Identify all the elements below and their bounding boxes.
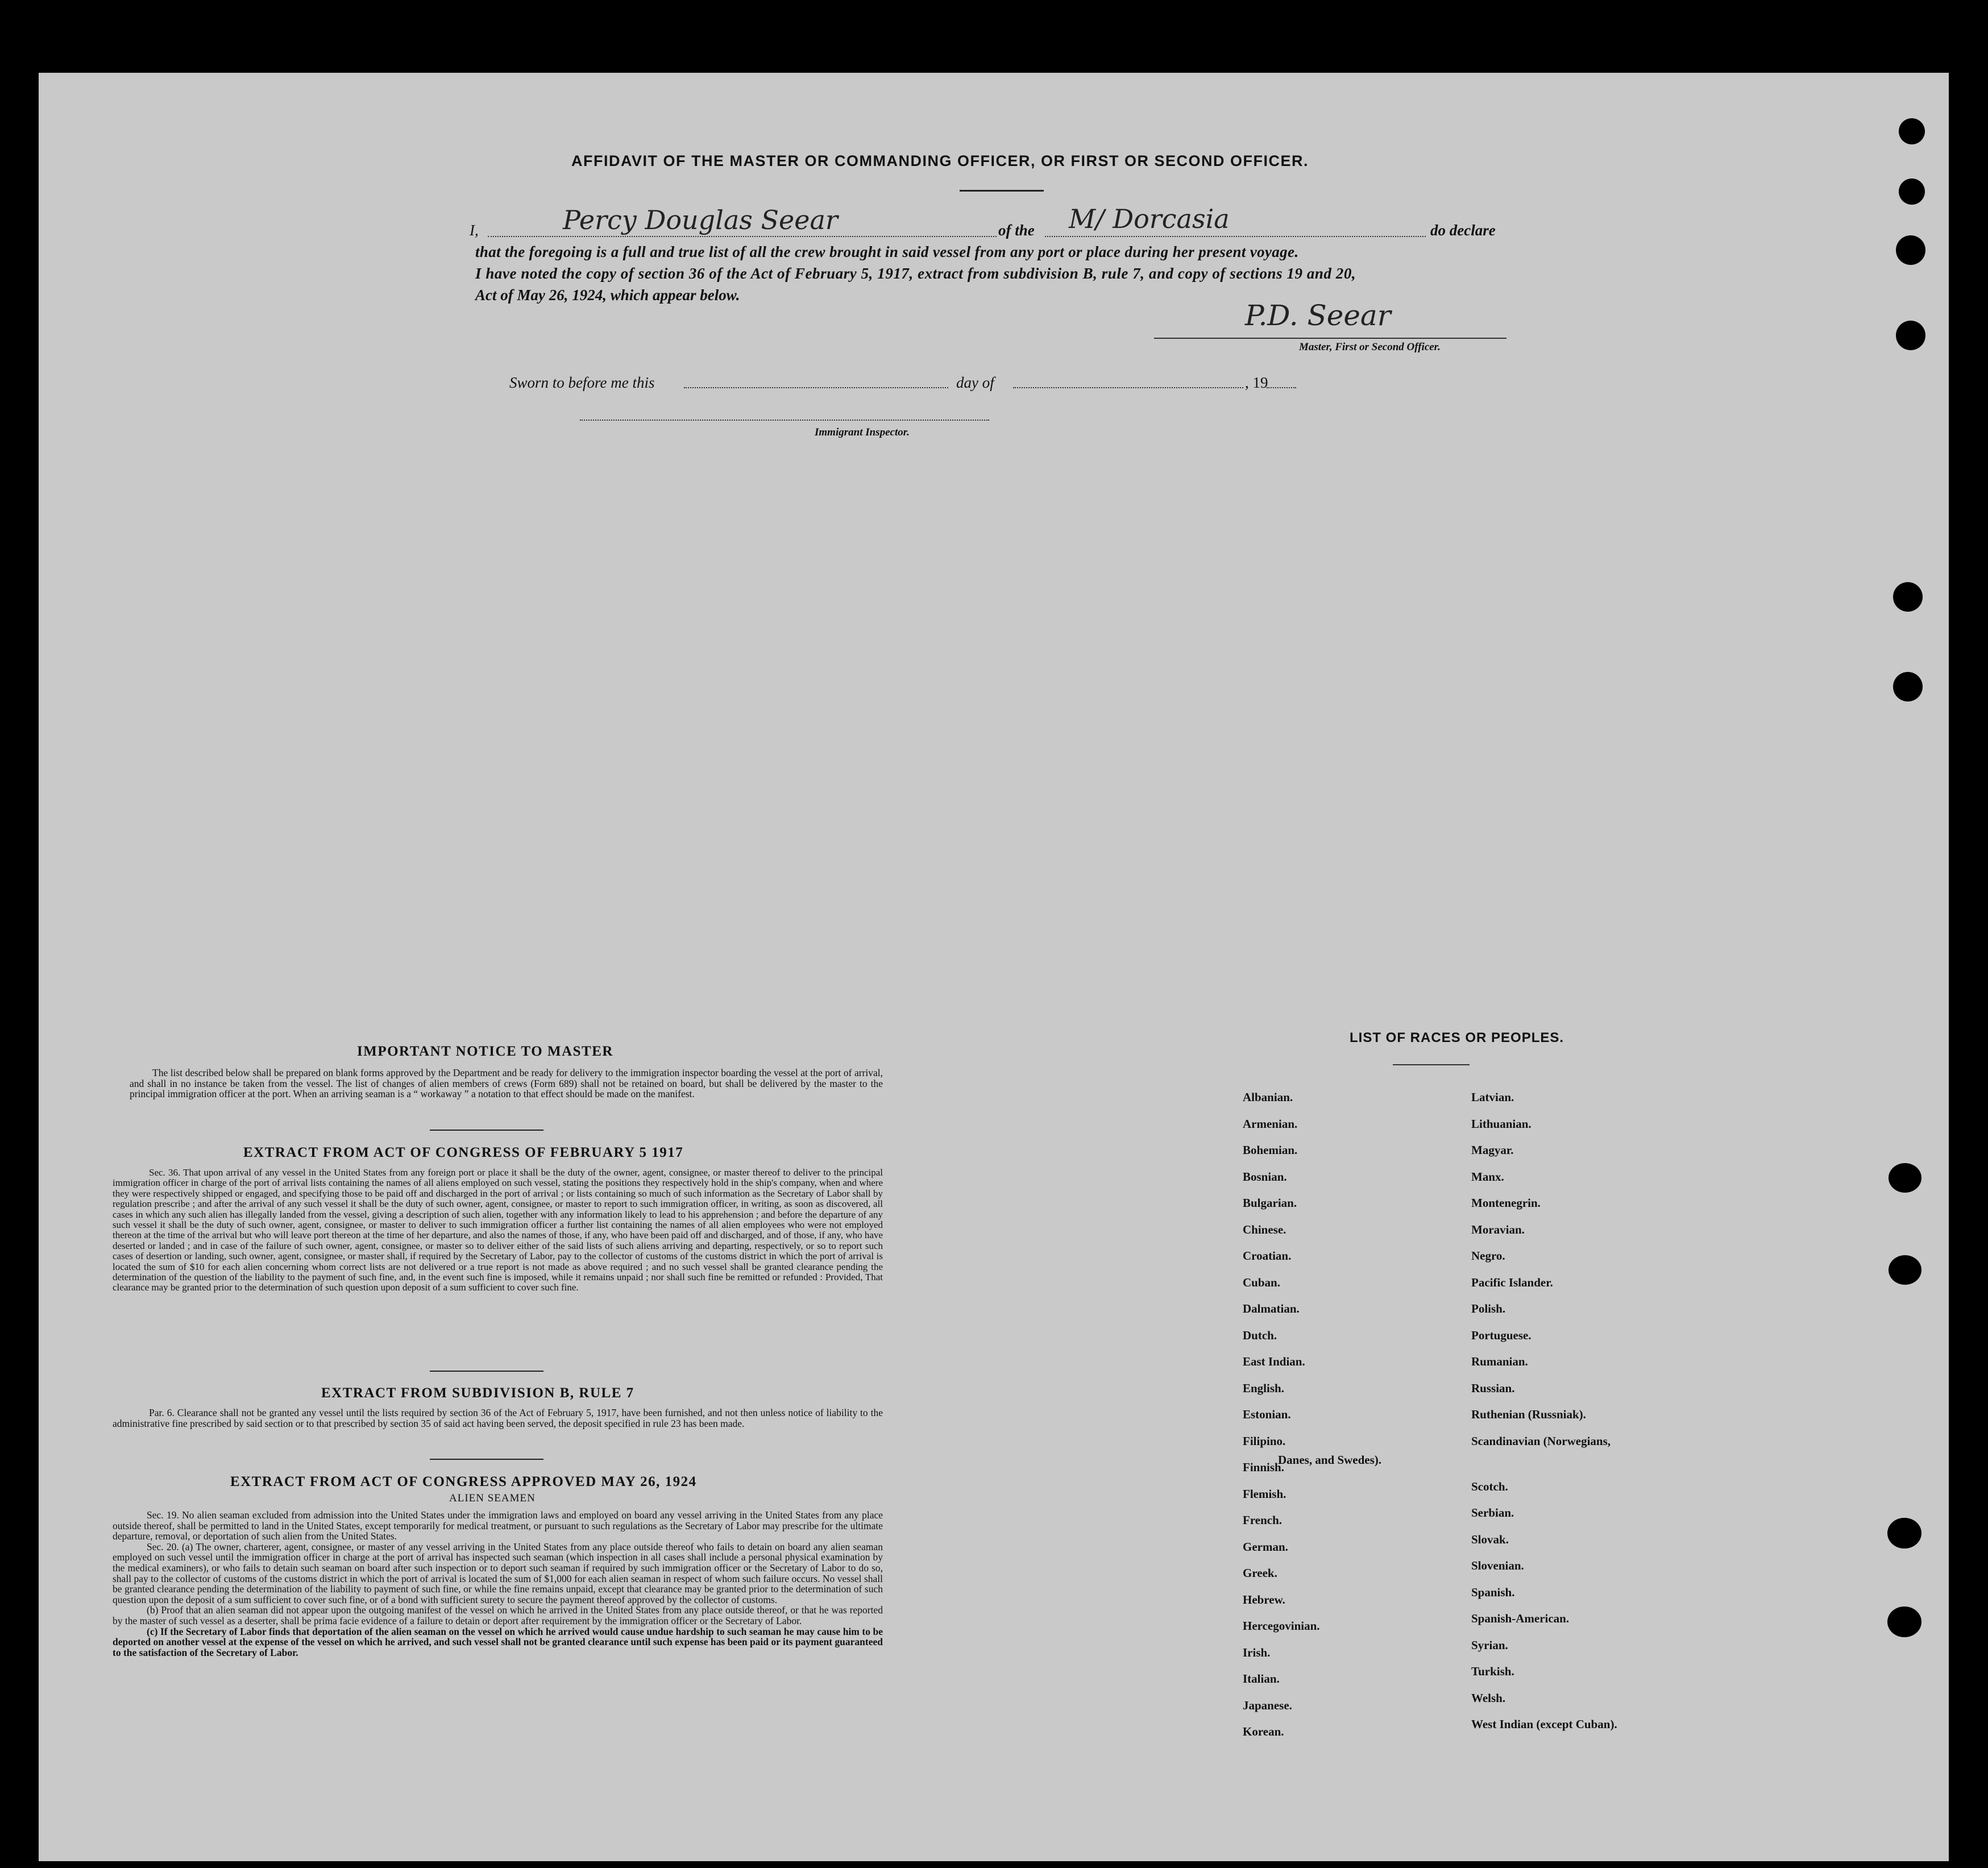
rule-7-body [113,1408,883,1429]
race-item: French. [1243,1513,1283,1527]
notice-title: IMPORTANT NOTICE TO MASTER [357,1044,613,1059]
race-item: Ruthenian (Russniak). [1471,1408,1586,1421]
race-item: Hercegovinian. [1243,1619,1320,1633]
par-6-text: Par. 6. Clearance shall not be granted any vessel until the lists required by section 36 of the Act of February 5, 1917, have been furnished, and not then unless notice of liability to the administrative fine prescribed by said section or to that prescribed by section 35 of said act having been served, the deposit specified in rule 23 has been made. [113,1407,883,1429]
race-item: Cuban. [1243,1275,1280,1289]
race-item: Turkish. [1471,1664,1514,1678]
race-item: Danes, and Swedes). [1278,1452,1382,1467]
race-item: English. [1243,1381,1284,1395]
race-item: Finnish. [1243,1460,1284,1474]
race-item: Albanian. [1243,1090,1293,1104]
race-item: Italian. [1243,1672,1280,1686]
punch-hole [1887,1518,1921,1549]
affidavit-line-4: Act of May 26, 1924, which appear below. [475,287,740,304]
races-title: LIST OF RACES OR PEOPLES. [1350,1030,1564,1045]
race-item: Greek. [1243,1566,1277,1580]
races-divider [1393,1064,1470,1065]
race-item: Filipino. [1243,1434,1286,1448]
race-item: Irish. [1243,1645,1271,1659]
race-item: Syrian. [1471,1638,1508,1652]
divider [430,1459,543,1460]
punch-hole [1899,118,1925,144]
sec-20a-text: Sec. 20. (a) The owner, charterer, agent, consignee, or master of any vessel arriving in the United States from any place outside thereof who fails to detain on board any alien seaman employed on such vessel until the immigration officer in charge at the port of arrival has inspected such seaman (which inspection in all cases shall include a personal physical examination by the medical examiners), or who fails to detain such seaman on board after such inspection or to deport such seaman if required by such immigration officer or the Secretary of Labor to do so, shall pay to the collector of customs of the customs district in which the port of arrival is located the sum of $1,000 for each alien seaman in respect of whom such failure occurs. No vessel shall be granted clearance pending the determination of the liability to payment of such fine, or while the fine remains unpaid, except that clearance may be granted prior to the determination of such question upon the deposit of a sum sufficient to cover such fine, or of a bond with sufficient surety to secure the payment thereof approved by the collector of customs. [113,1541,883,1605]
punch-hole [1893,582,1923,612]
punch-hole [1887,1607,1921,1637]
race-item: Scandinavian (Norwegians, [1471,1434,1611,1448]
race-item: Rumanian. [1471,1355,1528,1368]
vessel-name: M/ Dorcasia [1069,204,1230,234]
race-item: Slovak. [1471,1532,1509,1546]
race-item: Negro. [1471,1249,1505,1263]
title-divider [960,190,1044,192]
divider [430,1130,543,1131]
race-item: Bohemian. [1243,1143,1298,1157]
race-item: Polish. [1471,1302,1506,1315]
vessel-name-line [1045,236,1426,237]
punch-hole [1899,179,1925,205]
sec-20c-text: (c) If the Secretary of Labor finds that deportation of the alien seaman on the vessel on which he arrived would cause undue hardship to such seaman he may cause him to be deported on another vessel at the expense of the vessel on which he arrived, and such vessel shall not be granted clearance until such expense has been paid or its payment guaranteed to the satisfaction of the Secretary of Labor. [113,1625,883,1658]
month-line [1013,387,1243,388]
year-prefix: 19 [1252,374,1268,391]
punch-hole [1889,1255,1921,1285]
race-item: East Indian. [1243,1355,1305,1368]
divider [430,1371,543,1372]
race-item: German. [1243,1539,1288,1554]
i-label: I, [470,222,479,239]
race-item: Japanese. [1243,1698,1292,1712]
notice-text: The list described below shall be prepared on blank forms approved by the Department and be ready for delivery to the immigration inspector boarding the vessel at the port of arrival, and shall in no instance be taken from the vessel. The list of changes of alien members of crews (Form 689) shall not be retained on board, but shall be delivered by the master to the principal immigration officer at the port. When an arriving seaman is a “ workaway ” a notation to that effect should be made on the manifest. [130,1067,883,1100]
race-item: Hebrew. [1243,1592,1285,1607]
punch-hole [1896,235,1925,265]
affidavit-title: AFFIDAVIT OF THE MASTER OR COMMANDING OFFICER, OR FIRST OR SECOND OFFICER. [571,152,1309,169]
race-item: Manx. [1471,1169,1504,1184]
race-item: Lithuanian. [1471,1116,1532,1131]
year-label: , 19 [1245,374,1268,391]
race-item: Montenegrin. [1471,1196,1541,1210]
race-item: Spanish-American. [1471,1612,1570,1625]
race-item: Armenian. [1243,1116,1298,1131]
race-item: Dalmatian. [1243,1302,1300,1315]
extract-1924-body [113,1510,883,1658]
of-the-label: of the [998,222,1035,239]
race-item: Chinese. [1243,1222,1286,1236]
race-item: Portuguese. [1471,1328,1532,1342]
do-declare-label: do declare [1430,222,1496,239]
rule-7-title: EXTRACT FROM SUBDIVISION B, RULE 7 [321,1385,634,1401]
race-item: Pacific Islander. [1471,1275,1553,1289]
race-item: Estonian. [1243,1408,1291,1421]
race-item: Slovenian. [1471,1559,1524,1572]
race-item: Bulgarian. [1243,1196,1297,1210]
affidavit-line-3: I have noted the copy of section 36 of the Act of February 5, 1917, extract from subdivision B, rule 7, and copy of sections 19 and 20, [475,265,1356,282]
race-item: Korean. [1243,1725,1284,1738]
declarant-name: Percy Douglas Seear [563,205,838,235]
punch-hole [1889,1163,1921,1193]
race-item: Welsh. [1471,1691,1506,1705]
sworn-date-line [684,387,948,388]
signature-line [1154,338,1506,339]
master-signature: P.D. Seear [1245,299,1391,332]
race-item: Spanish. [1471,1585,1515,1599]
race-item: Moravian. [1471,1222,1525,1236]
extract-1917-title: EXTRACT FROM ACT OF CONGRESS OF FEBRUARY 5 1917 [243,1145,684,1160]
sec-36-text: Sec. 36. That upon arrival of any vessel in the United States from any foreign port or place it shall be the duty of the owner, agent, consignee, or master thereof to deliver to the principal immigration officer in charge of the port of arrival lists containing the names of all aliens employed on such vessel, stating the positions they respectively hold in the ship's company, when and where they were respectively shipped or engaged, and specifying those to be paid off and discharged in the port of arrival ; or lists containing so much of such information as the Secretary of Labor shall by regulation prescribe ; and after the arrival of any such vessel it shall be the duty of such owner, agent, consignee, or master to report to such immigration officer, in writing, as soon as discovered, all cases in which any such alien has illegally landed from the vessel, giving a description of such alien, together with any information likely to lead to his apprehension ; and before the departure of any such vessel it shall be the duty of such owner, agent, consignee, or master to deliver to such immigration officer a further list containing the names of all alien employees who were not employed thereon at the time of the arrival but who will leave port thereon at the time of her departure, and also the names of those, if any, who have been paid off and discharged, and of those, if any, who have deserted or landed ; and in case of the failure of such owner, agent, consignee, or master so to deliver either of the said lists of such aliens arriving and departing, respectively, or so to report such cases of desertion or landing, such owner, agent, consignee, or master shall, if required by the Secretary of Labor, pay to the collector of customs of the customs district in which the port of arrival is located the sum of $10 for each alien concerning whom correct lists are not delivered or a true report is not made as above required ; and no such vessel shall be granted clearance pending the determination of the question of the liability to the payment of such fine, and, in the event such fine is imposed, while it remains unpaid ; nor shall such fine be remitted or refunded : Provided, That clearance may be granted prior to the determination of such question upon deposit of a sum sufficient to cover such fine. [113,1167,883,1293]
alien-seamen-subtitle: ALIEN SEAMEN [449,1492,536,1504]
race-item: Croatian. [1243,1249,1292,1263]
race-item: Bosnian. [1243,1169,1287,1184]
declarant-name-line [488,236,997,237]
sec-20b-text: (b) Proof that an alien seaman did not appear upon the outgoing manifest of the vessel on which he arrived in the United States from any place outside thereof, or that he was reported by the master of such vessel as a deserter, shall be prima facie evidence of a failure to detain or deport after requirement by the immigration officer or the Secretary of Labor. [113,1604,883,1626]
sworn-label: Sworn to before me this [509,374,655,391]
race-item: Flemish. [1243,1487,1286,1501]
year-line [1267,387,1296,388]
inspector-caption: Immigrant Inspector. [815,426,910,438]
race-item: Russian. [1471,1381,1515,1395]
extract-1924-title: EXTRACT FROM ACT OF CONGRESS APPROVED MAY 26, 1924 [230,1474,697,1489]
sec-19-text: Sec. 19. No alien seaman excluded from admission into the United States under the immigration laws and employed on board any vessel arriving in the United States from any place outside thereof, shall be permitted to land in the United States, except temporarily for medical treatment, or pursuant to such regulations as the Secretary of Labor may prescribe for the ultimate departure, removal, or deportation of such alien from the United States. [113,1509,883,1542]
race-item: Serbian. [1471,1506,1514,1520]
affidavit-line-2: that the foregoing is a full and true list of all the crew brought in said vessel from any port or place during her present voyage. [475,243,1299,260]
signature-caption: Master, First or Second Officer. [1299,341,1441,353]
inspector-line [580,420,989,421]
race-item: Scotch. [1471,1479,1508,1493]
extract-1917-body [113,1168,883,1293]
punch-hole [1896,321,1925,350]
race-item: Magyar. [1471,1143,1514,1157]
race-item: Dutch. [1243,1328,1277,1342]
race-item: Latvian. [1471,1090,1514,1104]
race-item: West Indian (except Cuban). [1471,1717,1617,1731]
notice-body [130,1068,883,1099]
punch-hole [1893,672,1923,701]
day-of-label: day of [956,374,994,391]
